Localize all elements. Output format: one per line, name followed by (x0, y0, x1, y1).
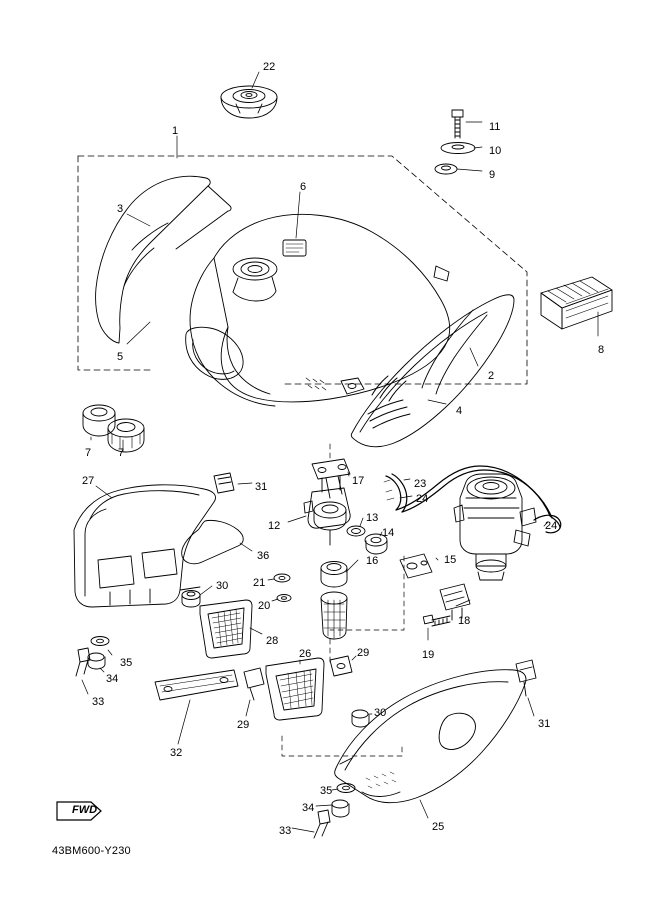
callout-number: 34 (302, 802, 315, 814)
callout-number: 29 (357, 647, 370, 659)
callout-number: 33 (92, 696, 105, 708)
leader-3 (127, 214, 150, 226)
callout-number: 22 (263, 61, 276, 73)
left-duct-27 (74, 485, 216, 607)
callout-number: 21 (253, 577, 266, 589)
filter-cup-body (321, 592, 347, 639)
washer-21 (274, 574, 290, 582)
leader-15 (436, 558, 438, 560)
callout-number: 19 (422, 649, 435, 661)
oring-13 (347, 526, 365, 536)
clip-29-right (330, 656, 352, 676)
leader-21 (268, 579, 274, 580)
callout-number: 31 (538, 718, 551, 730)
callout-number: 24 (416, 493, 429, 505)
leader-35-right (332, 789, 338, 790)
leader-32 (178, 700, 190, 744)
bracket-17 (312, 459, 350, 498)
callout-number: 10 (489, 145, 502, 157)
fuel-tank-cap (221, 86, 277, 118)
leader-22 (252, 72, 259, 88)
callout-number: 25 (432, 821, 445, 833)
bracket-32 (155, 670, 238, 700)
callout-number: 11 (489, 121, 501, 133)
grommet-30-upper (182, 591, 200, 608)
fuel-filter-16 (321, 562, 347, 588)
leader-23 (404, 479, 410, 480)
fastener-35-left (91, 637, 109, 646)
washer-10 (441, 143, 475, 154)
fastener-34-right (332, 800, 349, 817)
callout-number: 30 (374, 707, 387, 719)
callout-number: 8 (598, 344, 605, 356)
callout-number: 5 (117, 351, 124, 363)
clip-29-left (244, 668, 264, 700)
leader-34-left (100, 668, 104, 672)
callout-number: 7 (85, 447, 92, 459)
callout-number: 35 (120, 657, 133, 669)
bolt-11 (452, 110, 463, 138)
callout-number: 1 (172, 125, 179, 137)
callout-number: 9 (489, 169, 496, 181)
leader-13 (360, 518, 363, 526)
callout-number: 27 (82, 475, 95, 487)
fastener-35-right (337, 784, 355, 793)
cap-7-right (108, 419, 144, 452)
callout-number: 26 (299, 648, 312, 660)
screen-26 (266, 658, 324, 720)
callout-number: 12 (268, 520, 281, 532)
fuel-cock-12 (304, 476, 350, 545)
leader-33-left (82, 680, 88, 694)
carburetor-assembly (454, 474, 536, 580)
fuel-tank-body (186, 214, 450, 406)
bolt-33-right (314, 810, 330, 838)
leader-16 (346, 560, 358, 572)
leader-34-right (316, 805, 332, 806)
leader-5 (127, 322, 150, 344)
screen-28 (200, 600, 252, 658)
cap-7-left (83, 405, 115, 436)
leader-24a (400, 496, 412, 498)
callout-number: 14 (382, 527, 395, 539)
fastener-34-left (88, 653, 105, 669)
callout-number: 7 (118, 447, 125, 459)
leader-33-right (292, 828, 314, 832)
callout-number: 20 (258, 600, 271, 612)
callout-number: 16 (366, 555, 379, 567)
leader-31-right (528, 698, 534, 716)
callout-number: 24 (545, 520, 558, 532)
leader-4 (428, 400, 446, 404)
part-number-code: 43BM600-Y230 (52, 845, 131, 857)
callout-number: 32 (170, 747, 183, 759)
callout-number: 23 (414, 478, 427, 490)
callout-number: 4 (456, 405, 463, 417)
left-tank-cover-3 (96, 176, 231, 343)
callout-number: 36 (257, 550, 270, 562)
leader-6 (296, 192, 300, 238)
leader-36 (240, 543, 252, 551)
callout-number: 33 (279, 825, 292, 837)
callout-number: 30 (216, 580, 229, 592)
leader-18 (456, 600, 470, 606)
tank-emblem-6 (283, 240, 306, 256)
leader-27 (96, 486, 112, 498)
leader-31-top (238, 483, 252, 484)
leader-30-upper (200, 586, 212, 595)
callout-number: 18 (458, 615, 471, 627)
callout-number: 3 (117, 203, 124, 215)
leader-12 (288, 516, 306, 522)
leader-35-left (108, 650, 112, 655)
bolt-19 (423, 615, 450, 626)
callout-number: 28 (266, 635, 279, 647)
callout-number: 34 (106, 673, 119, 685)
leader-28 (250, 628, 262, 634)
right-lower-cover-25 (335, 670, 526, 803)
callout-number: 15 (444, 554, 457, 566)
clip-31-top (214, 473, 234, 493)
callout-number: 2 (488, 370, 495, 382)
callout-number: 17 (352, 475, 365, 487)
tank-pad-8 (541, 277, 612, 329)
leader-29-left (246, 700, 250, 716)
grommet-30-lower (352, 710, 369, 727)
callout-number: 29 (237, 719, 250, 731)
fwd-label-text: FWD (72, 804, 98, 816)
inner-duct-36 (182, 520, 244, 563)
grommet-9 (435, 164, 457, 174)
leader-17 (348, 472, 349, 476)
callout-number: 35 (320, 785, 333, 797)
leader-9 (457, 169, 482, 171)
washer-20 (277, 595, 291, 602)
callout-number: 6 (300, 181, 307, 193)
leader-25 (420, 800, 428, 818)
leader-29-right (352, 656, 356, 660)
leader-2 (470, 348, 478, 366)
callout-number: 31 (255, 481, 268, 493)
callout-number: 13 (366, 512, 379, 524)
plate-15 (400, 554, 432, 578)
leader-20 (272, 599, 278, 601)
